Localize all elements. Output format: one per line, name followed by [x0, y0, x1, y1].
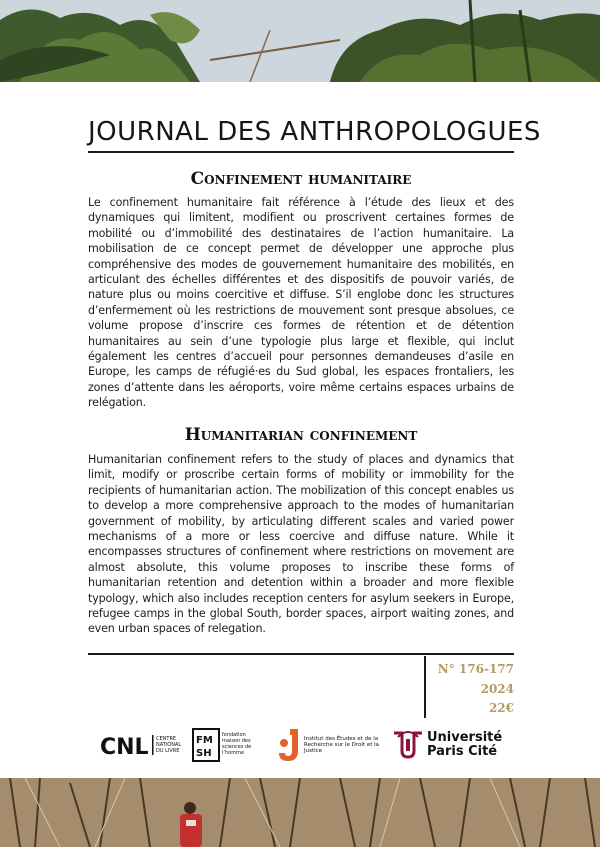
ierdj-logo — [276, 726, 386, 766]
issue-price: 22€ — [488, 701, 514, 715]
upc-logo-mark — [392, 729, 424, 763]
cnl-caption: CENTRE NATIONAL DU LIVRE — [156, 736, 182, 754]
title-rule — [88, 151, 514, 153]
cnl-logo — [100, 726, 182, 766]
foliage-illustration — [0, 0, 600, 82]
french-heading: Confinement humanitaire — [190, 169, 412, 189]
cover-photo-top — [0, 0, 600, 82]
upc-name-line2: Paris Cité — [427, 744, 498, 759]
fmsh-logo — [192, 726, 262, 766]
french-abstract: Le confinement humanitaire fait référence à l’étude des lieux et des dynamiques qui limitent, modifient ou proscrivent certaines formes de mobilité ou d’immobilité des destinataires de l’action humanitaire. La mobilisation de ce concept permet de développer une approche plus compréhensive des modes de gouvernement humanitaire des mobilités, en articulant des échelles différentes et des dispositifs de pouvoir variés, de nature plus ou moins coercitive et diffuse. S’il englobe donc les structures d’enfermement où les restrictions de mouvement sont presque absolues, ce volume propose d’inscrire ces formes de rétention et de détention humanitaires au sein d’une typologie plus large et flexible, qui inclut également les centres d’accueil pour personnes demandeuses d’asile en Europe, les camps de réfugié·es du Sud global, les espaces frontaliers, les zones d’attente dans les aéroports, voire même certains espaces urbains de relégation. — [88, 196, 514, 410]
english-abstract: Humanitarian confinement refers to the study of places and dynamics that limit, modify or proscribe certain forms of mobility or immobility for the recipients of humanitarian action. The mobilization of this concept enables us to develop a more comprehensive approach to the modes of humanitarian government of mobility, by articulating different scales and varied power mechanisms of a more or less coercive and diffuse nature. While it encompasses structures of confinement where restrictions on movement are almost absolute, this volume proposes to inscribe these forms of humanitarian retention and detention within a broader and more flexible typology, which also includes reception centers for asylum seekers in Europe, refugee camps in the global South, border spaces, airport waiting zones, and even urban spaces of relegation. — [88, 453, 514, 636]
svg-text:SH: SH — [196, 748, 212, 759]
ierdj-logo-mark — [276, 727, 302, 763]
reeds-illustration — [0, 778, 600, 847]
svg-text:FM: FM — [196, 735, 213, 746]
english-heading: Humanitarian confinement — [184, 425, 418, 445]
fmsh-caption: fondation maison des sciences de l’homme — [222, 732, 252, 756]
journal-title: JOURNAL DES ANTHROPOLOGUES — [88, 117, 541, 147]
fmsh-logo-mark — [192, 728, 220, 762]
issue-year: 2024 — [480, 682, 514, 696]
svg-text:CNL: CNL — [100, 735, 149, 760]
cover-photo-bottom — [0, 778, 600, 847]
upc-name-line1: Université — [427, 730, 503, 745]
sponsor-logos — [96, 726, 516, 766]
upc-name — [427, 731, 502, 759]
issue-info — [424, 656, 516, 718]
issue-number: N° 176-177 — [437, 662, 514, 676]
upc-logo — [392, 726, 502, 766]
ierdj-caption: Institut des Études et de la Recherche sur le Droit et la Justice — [304, 736, 380, 754]
bottom-rule — [88, 653, 514, 655]
